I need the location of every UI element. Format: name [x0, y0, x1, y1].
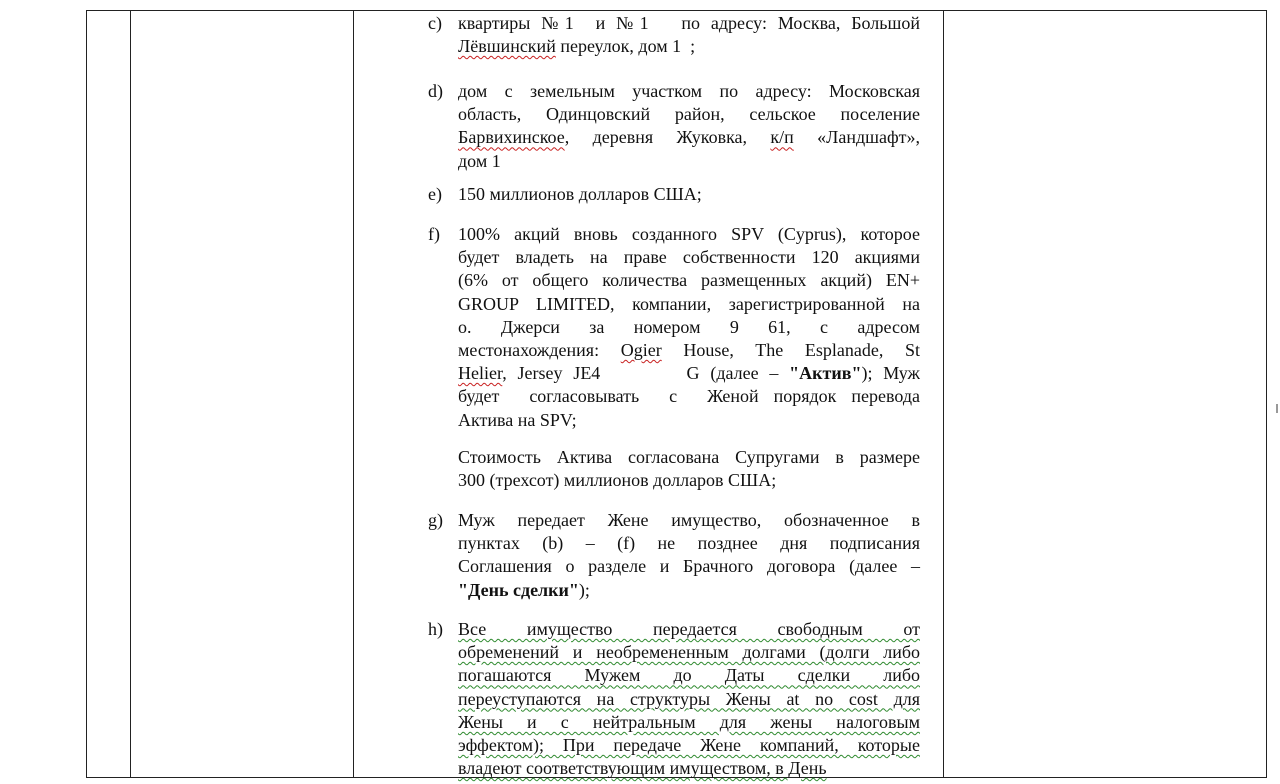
item-text	[458, 618, 920, 780]
text-line	[458, 183, 920, 206]
text-segment: область, Одинцовский район, сельское поселение	[458, 104, 920, 125]
table-top-border	[86, 10, 1267, 11]
text-segment: Helier	[458, 363, 503, 384]
text-segment: пунктах (b) – (f) не позднее дня подписания	[458, 533, 920, 554]
list-marker: f)	[428, 224, 440, 244]
list-item-f	[428, 223, 920, 446]
table-right-border	[1266, 10, 1267, 778]
text-line	[458, 664, 920, 687]
text-line	[458, 150, 920, 173]
text-segment: Соглашения о разделе и Брачного договора (далее –	[458, 556, 920, 577]
table-column-divider-1	[130, 10, 131, 778]
text-segment: Все имущество передается свободным от	[458, 619, 920, 639]
item-text	[458, 183, 920, 206]
text-segment: Стоимость Актива согласована Супругами в размере	[458, 447, 920, 467]
table-column-divider-3	[943, 10, 944, 778]
text-segment: дом 1	[458, 150, 501, 171]
text-line	[458, 126, 920, 149]
text-segment: Актива на SPV;	[458, 409, 577, 430]
text-line	[458, 469, 920, 492]
text-line	[458, 80, 920, 103]
text-line	[458, 339, 920, 362]
text-segment: , Jersey JE4 G (далее –	[502, 363, 790, 384]
text-segment: владеют соответствующим имуществом, в День	[458, 758, 827, 779]
text-segment: о. Джерси за номером 9 61, с адресом	[458, 316, 920, 337]
document-body	[428, 12, 920, 783]
item-text	[458, 80, 920, 173]
text-line	[458, 757, 920, 780]
list-marker: g)	[428, 510, 443, 530]
text-segment: «Ландшафт»,	[793, 127, 920, 148]
text-segment: GROUP LIMITED, компании, зарегистрированной на	[458, 293, 920, 314]
text-line	[458, 269, 920, 292]
text-segment: погашаются Мужем до Даты сделки либо	[458, 665, 920, 686]
list-item-d	[428, 80, 920, 183]
text-line	[458, 579, 920, 602]
scroll-edge-mark	[1276, 404, 1278, 413]
text-segment: Барвихинское	[458, 127, 565, 148]
text-segment: Муж передает Жене имущество, обозначенное в	[458, 510, 920, 530]
list-item-f-valuation	[428, 446, 920, 509]
item-text	[458, 12, 920, 58]
item-text	[458, 223, 920, 432]
text-segment: House, The Esplanade, St	[661, 340, 920, 361]
list-item-e	[428, 183, 920, 223]
text-line	[458, 409, 920, 432]
list-marker: e)	[428, 184, 442, 204]
text-segment: "День сделки"	[458, 579, 579, 600]
text-line	[458, 316, 920, 339]
text-line	[458, 532, 920, 555]
text-line	[458, 385, 920, 408]
text-line	[458, 641, 920, 664]
list-item-c	[428, 12, 920, 80]
list-marker: h)	[428, 619, 443, 639]
text-line	[458, 688, 920, 711]
text-line	[458, 362, 920, 385]
text-line	[458, 618, 920, 641]
text-segment: Ogier	[620, 340, 662, 361]
text-segment: обременений и необремененным долгами (долги либо	[458, 642, 920, 663]
list-item-g	[428, 509, 920, 618]
text-segment: 100% акций вновь созданного SPV (Cyprus), которое	[458, 224, 920, 244]
text-segment: будет согласовывать с Женой порядок перевода	[458, 386, 920, 407]
text-segment: эффектом); При передаче Жене компаний, которые	[458, 735, 920, 756]
text-segment: (6% от общего количества размещенных акций) EN+	[458, 270, 920, 291]
text-line	[458, 446, 920, 469]
list-item-h	[428, 618, 920, 783]
text-line	[458, 509, 920, 532]
item-text	[458, 509, 920, 602]
text-line	[458, 12, 920, 35]
table-column-divider-2	[353, 10, 354, 778]
text-segment: к/п	[770, 127, 794, 148]
text-line	[458, 711, 920, 734]
text-segment: Лёвшинский	[458, 36, 556, 57]
text-segment: переулок, дом 1 ;	[555, 36, 696, 57]
text-line	[458, 293, 920, 316]
text-line	[458, 734, 920, 757]
text-segment: "Актив"	[789, 363, 862, 384]
text-segment: ); Муж	[861, 363, 920, 384]
text-segment: 150 миллионов долларов США;	[458, 184, 702, 204]
text-segment: квартиры №1 и №1 по адресу: Москва, Большой	[458, 13, 920, 33]
text-segment: , деревня Жуковка,	[564, 127, 771, 148]
item-text	[458, 446, 920, 492]
text-segment: переуступаются на структуры Жены at no cost для	[458, 688, 920, 709]
table-left-border	[86, 10, 87, 778]
text-line	[458, 223, 920, 246]
text-line	[458, 35, 920, 58]
text-segment: местонахождения:	[458, 340, 621, 361]
text-segment: Жены и с нейтральным для жены налоговым	[458, 711, 920, 732]
text-line	[458, 555, 920, 578]
text-segment: );	[578, 579, 590, 600]
text-line	[458, 103, 920, 126]
text-segment: дом с земельным участком по адресу: Московская	[458, 81, 920, 101]
list-marker: c)	[428, 13, 442, 33]
list-marker: d)	[428, 81, 443, 101]
text-line	[458, 246, 920, 269]
text-segment: 300 (трехсот) миллионов долларов США;	[458, 470, 777, 491]
text-segment: будет владеть на праве собственности 120 акциями	[458, 247, 920, 268]
